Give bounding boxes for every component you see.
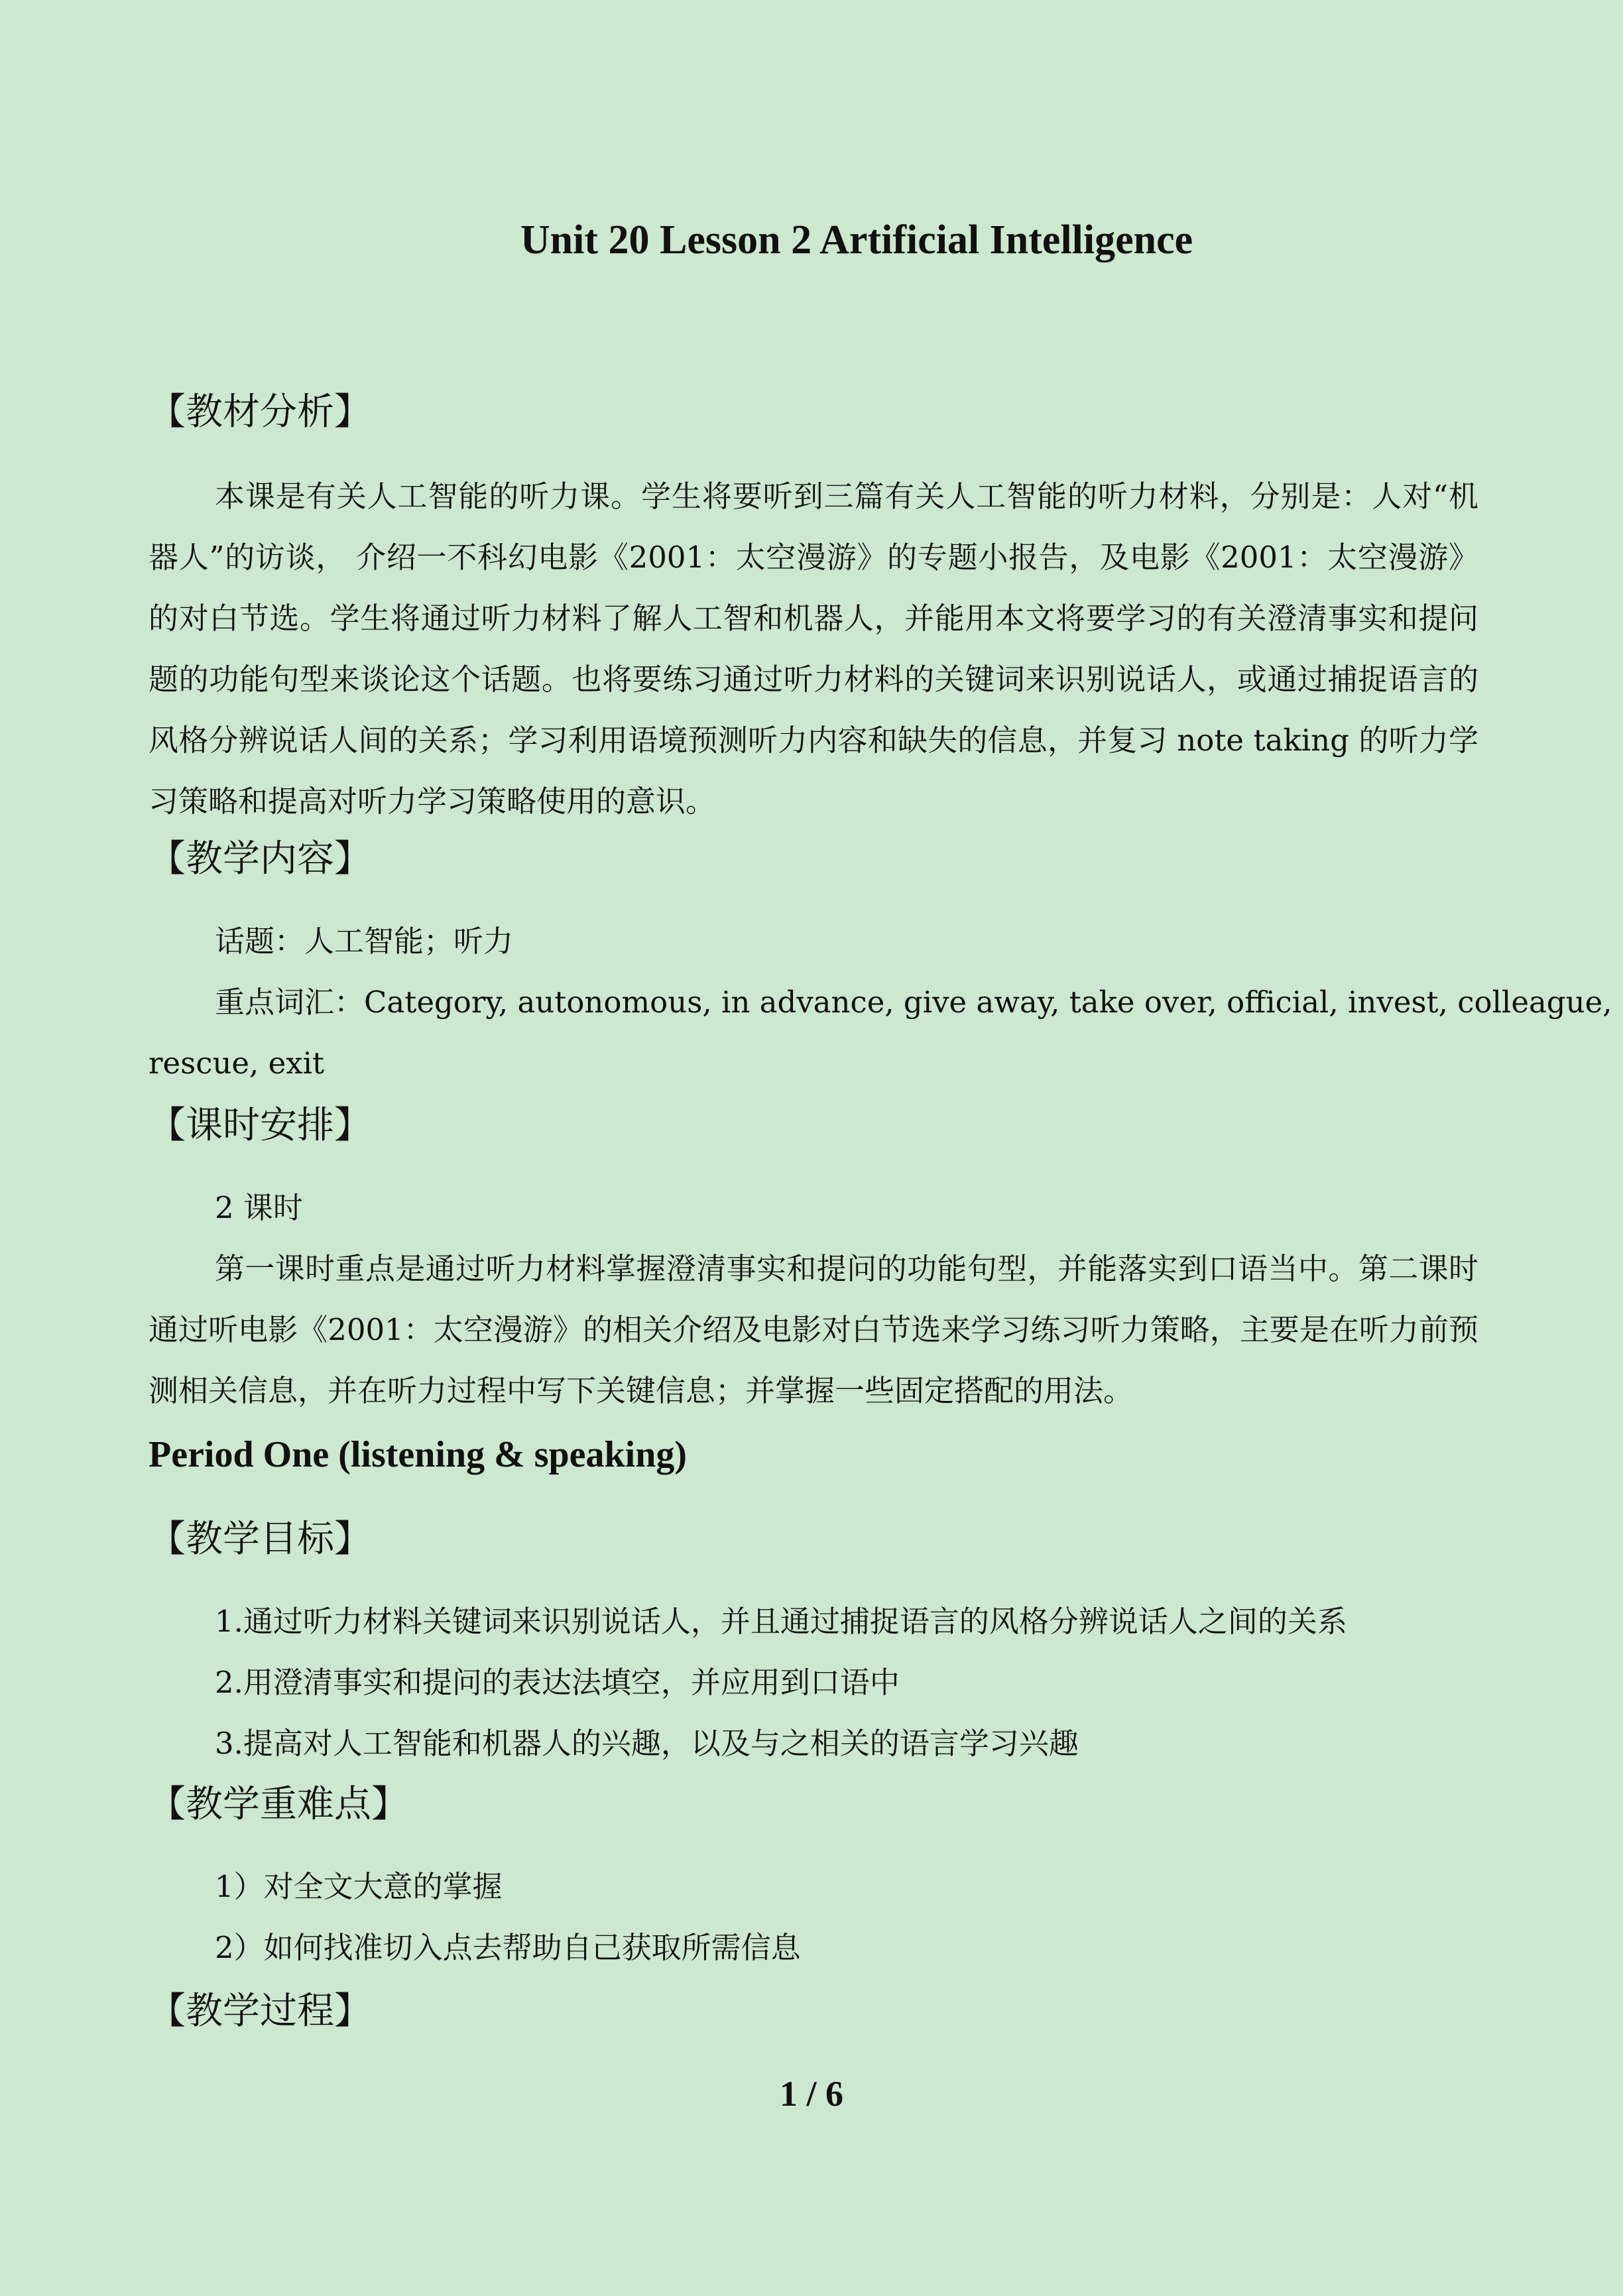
heading-content: 【教学内容】: [149, 837, 371, 880]
key-point-item: 1）对全文大意的掌握: [215, 1869, 503, 1904]
heading-objectives: 【教学目标】: [149, 1518, 371, 1561]
period-one-heading: Period One (listening & speaking): [149, 1434, 688, 1475]
topic-line: 话题：人工智能；听力: [215, 924, 514, 959]
heading-key-points: 【教学重难点】: [149, 1783, 408, 1826]
periods-line: 2 课时: [215, 1190, 303, 1225]
objective-item: 1.通过听力材料关键词来识别说话人，并且通过捕捉语言的风格分辨说话人之间的关系: [215, 1604, 1347, 1639]
key-point-item: 2）如何找准切入点去帮助自己获取所需信息: [215, 1930, 801, 1965]
objective-item: 2.用澄清事实和提问的表达法填空，并应用到口语中: [215, 1665, 900, 1700]
vocabulary-line: 重点词汇：Category, autonomous, in advance, give away, take over, official, invest, colleague,: [215, 985, 1612, 1020]
heading-analysis: 【教材分析】: [149, 391, 371, 434]
analysis-paragraph: 本课是有关人工智能的听力课。学生将要听到三篇有关人工智能的听力材料，分别是：人对“机器人”的访谈， 介绍一不科幻电影《2001：太空漫游》的专题小报告，及电影《2001：太空漫游》的对白节选。学生将通过听力材料了解人工智和机器人，并能用本文将要学习的有关澄清事实和提问题的功能句型来谈论这个话题。也将要练习通过听力材料的关键词来识别说话人，或通过捕捉语言的风格分辨说话人间的关系；学习利用语境预测听力内容和缺失的信息，并复习 note taking 的听力学习策略和提高对听力学习策略使用的意识。: [149, 479, 1478, 819]
heading-schedule: 【课时安排】: [149, 1104, 371, 1147]
heading-process: 【教学过程】: [149, 1990, 371, 2033]
page-number: 1 / 6: [779, 2074, 843, 2114]
page-title: Unit 20 Lesson 2 Artificial Intelligence: [520, 217, 1193, 263]
vocabulary-line-continued: rescue, exit: [149, 1046, 325, 1081]
schedule-paragraph: 第一课时重点是通过听力材料掌握澄清事实和提问的功能句型，并能落实到口语当中。第二课时通过听电影《2001：太空漫游》的相关介绍及电影对白节选来学习练习听力策略，主要是在听力前预测相关信息，并在听力过程中写下关键信息；并掌握一些固定搭配的用法。: [149, 1251, 1478, 1408]
objective-item: 3.提高对人工智能和机器人的兴趣，以及与之相关的语言学习兴趣: [215, 1726, 1079, 1761]
